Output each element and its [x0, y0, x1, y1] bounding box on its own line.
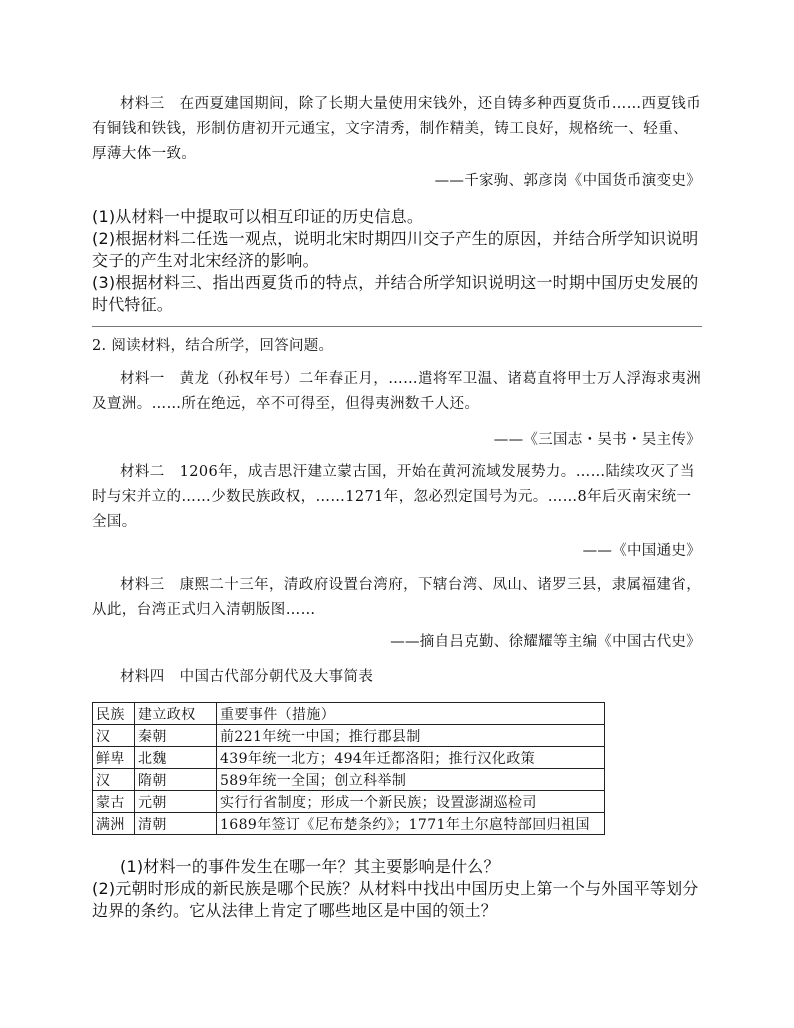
- q2-title: 2. 阅读材料，结合所学，回答问题。: [92, 338, 334, 354]
- table-cell: 清朝: [135, 813, 217, 835]
- table-header-cell: 建立政权: [135, 703, 217, 725]
- table-row: [93, 769, 605, 791]
- table-cell: 1689年签订《尼布楚条约》；1771年土尔扈特部回归祖国: [217, 813, 605, 835]
- table-cell: 439年统一北方；494年迁都洛阳；推行汉化政策: [217, 747, 605, 769]
- q2-material4-title: 材料四 中国古代部分朝代及大事简表: [120, 669, 374, 685]
- table-cell: 589年统一全国；创立科举制: [217, 769, 605, 791]
- table-cell: 汉: [93, 769, 135, 791]
- table-cell: 实行行省制度；形成一个新民族；设置澎湖巡检司: [217, 791, 605, 813]
- table-row: [93, 791, 605, 813]
- section-divider: [92, 326, 702, 327]
- table-cell: 鲜卑: [93, 747, 135, 769]
- table-header-cell: 重要事件（措施）: [217, 703, 605, 725]
- table-cell: 隋朝: [135, 769, 217, 791]
- q2-material3: 材料三 康熙二十三年，清政府设置台湾府，下辖台湾、凤山、诸罗三县，隶属福建省，从此，台湾正式归入清朝版图……: [92, 577, 702, 618]
- table-header-row: [93, 703, 605, 725]
- q2-material1: 材料一 黄龙（孙权年号）二年春正月，……遣将军卫温、诸葛直将甲士万人浮海求夷洲及亶洲。……所在绝远，卒不可得至，但得夷洲数千人还。: [92, 371, 702, 412]
- q1-sub3: (3)根据材料三、指出西夏货币的特点，并结合所学知识说明这一时期中国历史发展的时代特征。: [92, 273, 699, 314]
- q2-material2: 材料二 1206年，成吉思汗建立蒙古国，开始在黄河流域发展势力。……陆续攻灭了当时与宋并立的……少数民族政权，……1271年，忽必烈定国号为元。……8年后灭南宋统一全国。: [92, 464, 695, 530]
- q2-material2-source: ——《中国通史》: [582, 543, 701, 559]
- q2-sub1: (1)材料一的事件发生在哪一年？其主要影响是什么？: [120, 857, 500, 876]
- table-cell: 秦朝: [135, 725, 217, 747]
- dynasty-events-table: [92, 702, 605, 835]
- q2-material1-source: ——《三国志・吴书・吴主传》: [493, 432, 701, 448]
- table-cell: 蒙古: [93, 791, 135, 813]
- q1-material3-source: ——千家驹、郭彦岗《中国货币演变史》: [434, 173, 701, 189]
- q2-material3-source: ——摘自吕克勤、徐耀耀等主编《中国古代史》: [390, 634, 701, 650]
- table-cell: 汉: [93, 725, 135, 747]
- table-cell: 北魏: [135, 747, 217, 769]
- q1-sub2: (2)根据材料二任选一观点，说明北宋时期四川交子产生的原因，并结合所学知识说明交子的产生对北宋经济的影响。: [92, 229, 699, 270]
- table-cell: 满洲: [93, 813, 135, 835]
- table-cell: 元朝: [135, 791, 217, 813]
- table-row: [93, 747, 605, 769]
- table-cell: 前221年统一中国；推行郡县制: [217, 725, 605, 747]
- table-row: [93, 725, 605, 747]
- q1-material3: 材料三 在西夏建国期间，除了长期大量使用宋钱外，还自铸多种西夏货币……西夏钱币有铜钱和铁钱，形制仿唐初开元通宝，文字清秀，制作精美，铸工良好，规格统一、轻重、厚薄大体一致。: [92, 96, 702, 162]
- table-row: [93, 813, 605, 835]
- q1-sub1: (1)从材料一中提取可以相互印证的历史信息。: [92, 207, 424, 226]
- table-header-cell: 民族: [93, 703, 135, 725]
- q2-sub2: (2)元朝时形成的新民族是哪个民族？从材料中找出中国历史上第一个与外国平等划分边界的条约。它从法律上肯定了哪些地区是中国的领土？: [92, 879, 699, 920]
